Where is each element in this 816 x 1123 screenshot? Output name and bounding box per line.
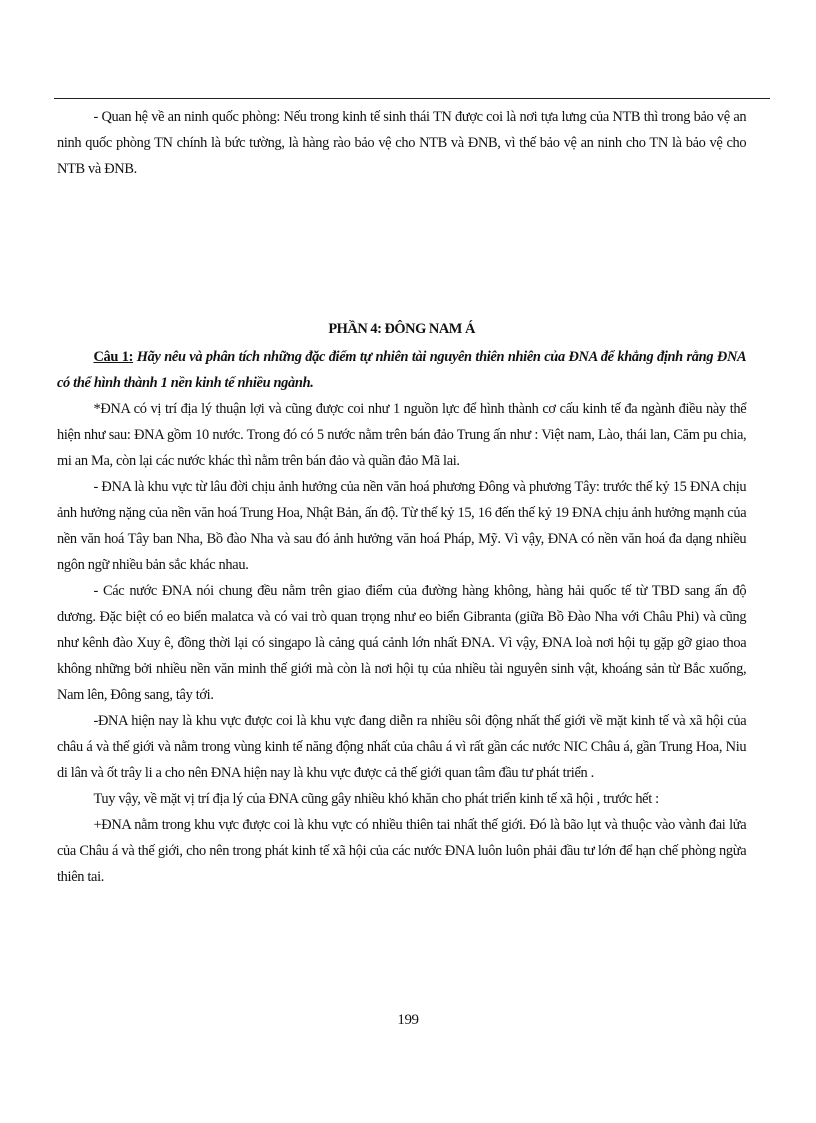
top-text-block <box>57 104 746 182</box>
top-divider <box>54 98 770 99</box>
main-text-block <box>57 316 746 890</box>
paragraph-crossroads: - Các nước ĐNA nói chung đều nằm trên giao điểm của đường hàng không, hàng hải quốc tế từ TBD sang ấn độ dương. Đặc biệt có eo biển malatca và có vai trò quan trọng như eo biển Gibranta (giữa Bồ Đào Nha với Châu Phi) và cũng như kênh đào Xuy ê, đồng thời lại có singapo là cảng quá cảnh lớn nhất ĐNA. Vì vậy, ĐNA loà nơi hội tụ gặp gỡ giao thoa không những bởi nhiều nền văn minh thế giới mà còn là nơi hội tụ của nhiều tài nguyên sinh vật, khoáng sản từ Bắc xuống, Nam lên, Đông sang, tây tới. <box>57 583 747 703</box>
question-label: Câu 1: <box>93 349 134 365</box>
paragraph-difficulties: Tuy vậy, về mặt vị trí địa lý của ĐNA cũng gây nhiều khó khăn cho phát triển kinh tế xã hội , trước hết : <box>93 791 659 807</box>
section-title: PHẦN 4: ĐÔNG NAM Á <box>328 321 475 337</box>
paragraph-economy: -ĐNA hiện nay là khu vực được coi là khu vực đang diễn ra nhiều sôi động nhất thế giới về mặt kinh tế và xã hội của châu á và thế giới và nằm trong vùng kinh tế năng động nhất của châu á vì rất gần các nước NIC Châu á, gần Trung Hoa, Niu di lân và ốt trây li a cho nên ĐNA hiện nay là khu vực được cả thế giới quan tâm đầu tư phát triển . <box>57 713 747 781</box>
question-1 <box>57 344 746 396</box>
page-number: 199 <box>397 1012 419 1028</box>
question-text: Hãy nêu và phân tích những đặc điểm tự nhiên tài nguyên thiên nhiên của ĐNA để khẳng định rằng ĐNA có thể hình thành 1 nền kinh tế nhiều ngành. <box>57 349 747 391</box>
paragraph-natural-disasters: +ĐNA nằm trong khu vực được coi là khu vực có nhiều thiên tai nhất thế giới. Đó là bão lụt và thuộc vào vành đai lửa của Châu á và thế giới, cho nên trong phát kinh tế xã hội của các nước ĐNA luôn luôn phải đầu tư lớn để hạn chế phòng ngừa thiên tai. <box>57 817 747 885</box>
paragraph-culture: - ĐNA là khu vực từ lâu đời chịu ảnh hưởng của nền văn hoá phương Đông và phương Tây: trước thế kỷ 15 ĐNA chịu ảnh hưởng nặng của nền văn hoá Trung Hoa, Nhật Bản, ấn độ. Từ thế kỷ 15, 16 đến thế kỷ 19 ĐNA chịu ảnh hưởng mạnh của nền văn hoá Tây ban Nha, Bồ đào Nha và sau đó ảnh hưởng văn hoá Pháp, Mỹ. Vì vậy, ĐNA có nền văn hoá đa dạng nhiều ngôn ngữ nhiều bản sắc khác nhau. <box>57 479 747 573</box>
paragraph-security-defense: - Quan hệ về an ninh quốc phòng: Nếu trong kinh tế sinh thái TN được coi là nơi tựa lưng của NTB thì trong bảo vệ an ninh quốc phòng TN chính là bức tường, là hàng rào bảo vệ cho NTB và ĐNB, vì thế bảo vệ an ninh cho TN là bảo vệ cho NTB và ĐNB. <box>57 109 747 177</box>
paragraph-location: *ĐNA có vị trí địa lý thuận lợi và cũng được coi như 1 nguồn lực để hình thành cơ cấu kinh tế đa ngành điều này thể hiện như sau: ĐNA gồm 10 nước. Trong đó có 5 nước nằm trên bán đảo Trung ấn như : Việt nam, Lào, thái lan, Căm pu chia, mi an Ma, còn lại các nước khác thì nằm trên bán đảo và quần đảo Mã lai. <box>57 401 747 469</box>
